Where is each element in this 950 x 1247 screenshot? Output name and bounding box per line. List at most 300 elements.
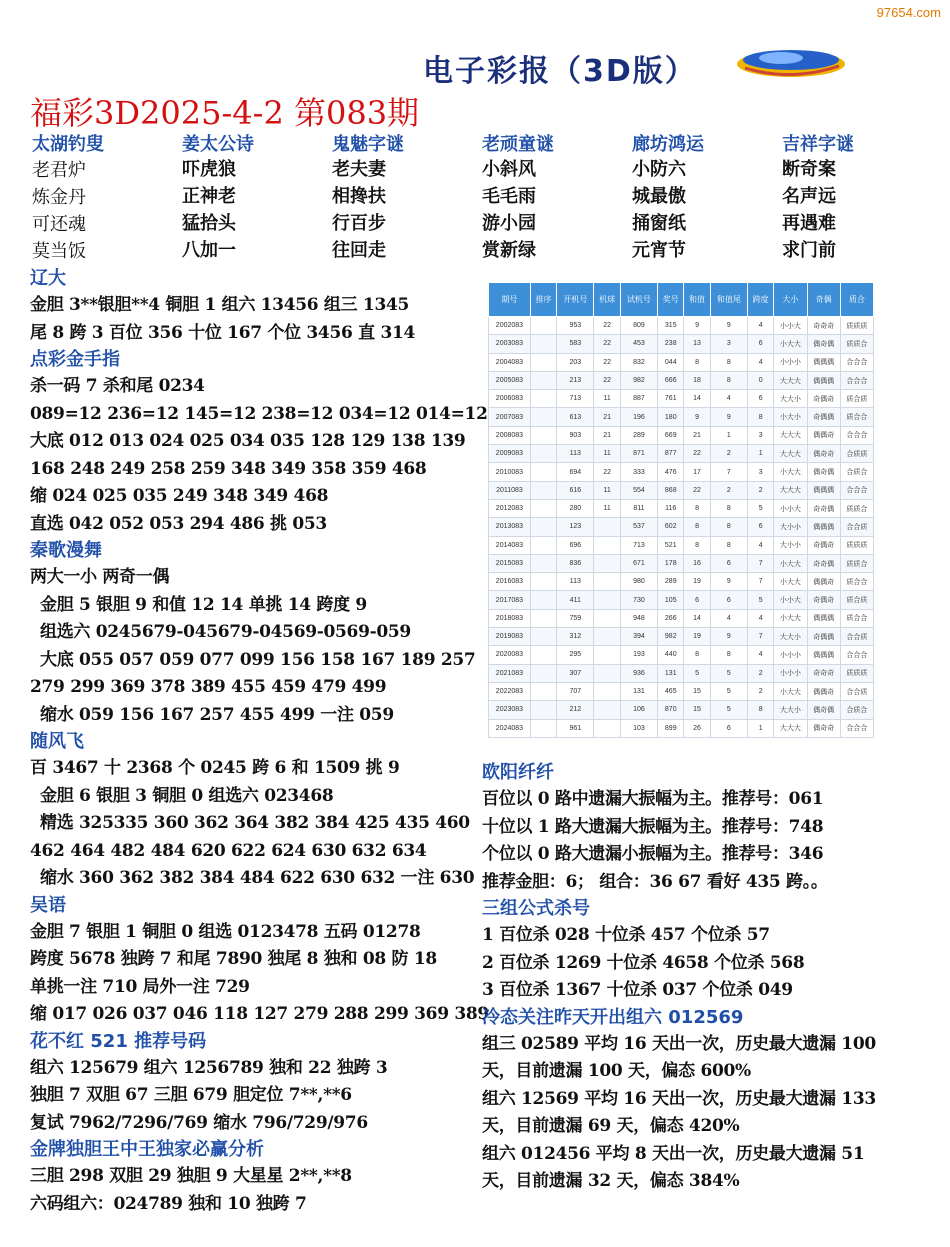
watermark: 97654.com — [874, 4, 944, 21]
table-cell: 偶奇偶 — [807, 701, 840, 719]
table-cell: 554 — [620, 481, 657, 499]
table-cell: 合合质 — [840, 518, 873, 536]
riddle-column — [632, 130, 782, 264]
table-cell: 奇奇奇 — [807, 664, 840, 682]
table-cell: 982 — [620, 371, 657, 389]
table-cell: 4 — [748, 646, 774, 664]
table-cell: 小大大 — [774, 573, 807, 591]
table-cell: 583 — [557, 335, 594, 353]
table-cell: 6 — [710, 554, 747, 572]
riddle-line: 行百步 — [332, 213, 386, 234]
section-title: 辽大 — [30, 268, 66, 289]
riddle-line: 元宵节 — [632, 240, 686, 261]
table-cell: 2 — [710, 445, 747, 463]
table-cell: 106 — [620, 701, 657, 719]
table-cell: 大大小 — [774, 701, 807, 719]
table-cell: 694 — [557, 463, 594, 481]
table-cell: 5 — [710, 664, 747, 682]
table-row — [489, 426, 874, 444]
table-cell: 2007083 — [489, 408, 531, 426]
table-cell: 953 — [557, 317, 594, 335]
table-cell: 8 — [684, 646, 710, 664]
table-cell: 14 — [684, 390, 710, 408]
riddle-line: 可还魂 — [32, 214, 86, 235]
table-cell: 21 — [684, 426, 710, 444]
table-cell: 730 — [620, 591, 657, 609]
table-header: 排序 — [530, 283, 556, 317]
table-cell: 980 — [620, 573, 657, 591]
riddle-line: 游小园 — [482, 213, 536, 234]
riddle-line: 断奇案 — [782, 159, 836, 180]
table-cell: 131 — [620, 682, 657, 700]
table-cell — [594, 646, 620, 664]
section-line: 缩 024 025 035 249 348 349 468 — [30, 486, 329, 506]
table-cell: 奇偶偶 — [807, 628, 840, 646]
table-cell: 4 — [710, 390, 747, 408]
table-cell: 203 — [557, 353, 594, 371]
table-cell: 4 — [748, 536, 774, 554]
table-cell: 偶偶偶 — [807, 371, 840, 389]
section-line: 组三 02589 平均 16 天出一次，历史最大遗漏 100 — [482, 1033, 876, 1054]
table-cell: 113 — [557, 445, 594, 463]
section-line: 复试 7962/7296/769 缩水 796/729/976 — [30, 1112, 368, 1133]
table-cell: 4 — [710, 609, 747, 627]
table-cell: 18 — [684, 371, 710, 389]
table-cell: 合质合 — [840, 701, 873, 719]
table-cell: 11 — [594, 499, 620, 517]
section-title: 点彩金手指 — [30, 349, 120, 370]
table-cell: 合合合 — [840, 371, 873, 389]
table-cell: 832 — [620, 353, 657, 371]
section-line: 金胆 7 银胆 1 铜胆 0 组选 0123478 五码 01278 — [30, 921, 421, 942]
table-cell: 5 — [748, 591, 774, 609]
table-cell: 奇偶奇 — [807, 536, 840, 554]
table-cell: 333 — [620, 463, 657, 481]
table-cell: 2019083 — [489, 628, 531, 646]
table-cell: 868 — [658, 481, 684, 499]
table-cell: 315 — [658, 317, 684, 335]
table-header: 期号 — [489, 283, 531, 317]
table-cell: 合合质 — [840, 628, 873, 646]
table-cell: 偶偶奇 — [807, 682, 840, 700]
table-cell: 26 — [684, 719, 710, 737]
table-row — [489, 353, 874, 371]
table-header: 奇偶 — [807, 283, 840, 317]
section-line: 组选六 0245679-045679-04569-0569-059 — [40, 622, 411, 642]
table-cell: 22 — [684, 445, 710, 463]
section-line: 三胆 298 双胆 29 独胆 9 大星星 2**,**8 — [30, 1166, 352, 1186]
table-cell: 奇奇偶 — [807, 499, 840, 517]
table-cell: 289 — [658, 573, 684, 591]
table-cell: 合质合 — [840, 463, 873, 481]
section-line: 十位以 1 路大遗漏大振幅为主。推荐号：748 — [482, 816, 824, 837]
table-cell — [530, 628, 556, 646]
table-cell — [530, 390, 556, 408]
table-cell: 6 — [684, 591, 710, 609]
riddle-column — [182, 130, 332, 264]
table-cell: 2018083 — [489, 609, 531, 627]
table-cell: 8 — [684, 499, 710, 517]
table-cell: 2002083 — [489, 317, 531, 335]
table-cell: 8 — [684, 353, 710, 371]
table-cell: 4 — [748, 609, 774, 627]
table-cell: 2020083 — [489, 646, 531, 664]
section-line: 缩 017 026 037 046 118 127 279 288 299 369 389 — [30, 1004, 489, 1024]
riddle-line: 名声远 — [782, 186, 836, 207]
table-cell: 小大大 — [774, 463, 807, 481]
table-cell: 982 — [658, 628, 684, 646]
table-header: 和值 — [684, 283, 710, 317]
table-cell: 5 — [748, 499, 774, 517]
table-cell: 大大小 — [774, 390, 807, 408]
table-cell: 7 — [748, 573, 774, 591]
table-row — [489, 573, 874, 591]
riddle-line: 相搀扶 — [332, 186, 386, 207]
table-cell: 266 — [658, 609, 684, 627]
table-cell: 6 — [710, 591, 747, 609]
table-cell: 196 — [620, 408, 657, 426]
table-cell: 小大小 — [774, 408, 807, 426]
section-line: 大底 012 013 024 025 034 035 128 129 138 139 — [30, 431, 466, 451]
right-column — [482, 760, 932, 1196]
table-cell: 19 — [684, 573, 710, 591]
table-cell: 质合合 — [840, 609, 873, 627]
table-cell: 偶偶奇 — [807, 426, 840, 444]
table-cell: 2010083 — [489, 463, 531, 481]
table-cell: 偶奇奇 — [807, 719, 840, 737]
table-cell — [530, 426, 556, 444]
section-line: 组六 012456 平均 8 天出一次，历史最大遗漏 51 — [482, 1143, 865, 1164]
table-header: 奖号 — [658, 283, 684, 317]
table-cell: 289 — [620, 426, 657, 444]
table-cell: 602 — [658, 518, 684, 536]
table-row — [489, 701, 874, 719]
table-cell: 453 — [620, 335, 657, 353]
table-cell: 671 — [620, 554, 657, 572]
table-row — [489, 317, 874, 335]
table-cell: 1 — [710, 426, 747, 444]
table-cell: 质质质 — [840, 536, 873, 554]
table-header: 质合 — [840, 283, 873, 317]
table-cell: 11 — [594, 481, 620, 499]
table-cell: 9 — [684, 408, 710, 426]
table-cell — [530, 554, 556, 572]
table-cell: 小小大 — [774, 317, 807, 335]
table-header: 和值尾 — [710, 283, 747, 317]
table-row — [489, 335, 874, 353]
table-cell: 小大大 — [774, 682, 807, 700]
section-line: 杀一码 7 杀和尾 0234 — [30, 376, 205, 396]
table-cell: 193 — [620, 646, 657, 664]
table-cell: 105 — [658, 591, 684, 609]
table-cell: 21 — [594, 426, 620, 444]
table-cell: 大小小 — [774, 518, 807, 536]
table-cell: 19 — [684, 628, 710, 646]
left-column — [30, 266, 489, 1218]
table-cell: 9 — [710, 628, 747, 646]
table-cell: 小小小 — [774, 646, 807, 664]
table-cell: 9 — [710, 317, 747, 335]
section-line: 百位以 0 路中遗漏大振幅为主。推荐号：061 — [482, 789, 824, 809]
table-cell: 2 — [748, 664, 774, 682]
table-cell: 2005083 — [489, 371, 531, 389]
section-line: 金胆 3**银胆**4 铜胆 1 组六 13456 组三 1345 — [30, 295, 410, 315]
table-cell — [530, 445, 556, 463]
table-cell: 质质质 — [840, 664, 873, 682]
table-cell: 394 — [620, 628, 657, 646]
riddle-title: 姜太公诗 — [182, 134, 254, 155]
table-cell: 899 — [658, 719, 684, 737]
table-cell — [530, 682, 556, 700]
table-cell: 奇偶奇 — [807, 591, 840, 609]
section-line: 缩水 059 156 167 257 455 499 一注 059 — [40, 704, 394, 725]
table-cell — [594, 591, 620, 609]
table-header: 跨度 — [748, 283, 774, 317]
table-cell: 小小大 — [774, 499, 807, 517]
table-row — [489, 609, 874, 627]
table-cell: 9 — [684, 317, 710, 335]
table-cell: 合合质 — [840, 682, 873, 700]
section-line: 个位以 0 路大遗漏小振幅为主。推荐号：346 — [482, 844, 824, 864]
table-cell: 合合合 — [840, 719, 873, 737]
table-cell: 8 — [684, 518, 710, 536]
riddle-line: 小防六 — [632, 159, 686, 180]
table-row — [489, 445, 874, 463]
table-cell: 836 — [557, 554, 594, 572]
table-cell: 936 — [620, 664, 657, 682]
table-cell: 16 — [684, 554, 710, 572]
section-line: 金胆 6 银胆 3 铜胆 0 组选六 023468 — [40, 785, 334, 806]
table-cell: 合质质 — [840, 445, 873, 463]
riddle-line: 再遇难 — [782, 213, 836, 234]
table-cell: 877 — [658, 445, 684, 463]
table-cell: 1 — [748, 445, 774, 463]
riddle-column — [32, 130, 182, 264]
table-cell: 大大大 — [774, 426, 807, 444]
table-cell: 大大大 — [774, 445, 807, 463]
table-cell: 2006083 — [489, 390, 531, 408]
table-cell: 2023083 — [489, 701, 531, 719]
table-cell: 238 — [658, 335, 684, 353]
table-cell: 2022083 — [489, 682, 531, 700]
riddle-line: 赏新绿 — [482, 240, 536, 261]
table-cell: 2015083 — [489, 554, 531, 572]
table-cell: 870 — [658, 701, 684, 719]
section-title: 秦歌漫舞 — [30, 540, 102, 561]
riddle-title: 老顽童谜 — [482, 134, 554, 155]
table-header: 大小 — [774, 283, 807, 317]
riddle-line: 老君炉 — [32, 160, 86, 181]
table-cell — [530, 646, 556, 664]
table-cell: 961 — [557, 719, 594, 737]
section-line: 两大一小 两奇一偶 — [30, 567, 170, 587]
section-line: 精选 325335 360 362 364 382 384 425 435 460 — [40, 813, 470, 833]
newspaper-header: 电子彩报（3D版） — [423, 54, 697, 89]
table-cell: 8 — [710, 353, 747, 371]
table-cell: 15 — [684, 682, 710, 700]
table-cell — [530, 609, 556, 627]
table-cell: 440 — [658, 646, 684, 664]
table-cell — [530, 536, 556, 554]
table-cell: 21 — [594, 408, 620, 426]
table-cell: 奇奇奇 — [807, 317, 840, 335]
section-line: 直选 042 052 053 294 486 挑 053 — [30, 513, 327, 534]
riddle-title: 鬼魅字谜 — [332, 134, 404, 155]
table-cell: 131 — [658, 664, 684, 682]
table-cell: 4 — [748, 353, 774, 371]
table-cell: 22 — [594, 353, 620, 371]
riddle-title: 廊坊鸿运 — [632, 134, 704, 155]
section-line: 组六 125679 组六 1256789 独和 22 独跨 3 — [30, 1057, 388, 1078]
riddle-line: 吓虎狼 — [182, 159, 236, 180]
table-cell: 大大大 — [774, 371, 807, 389]
table-cell: 小小大 — [774, 591, 807, 609]
table-cell — [594, 609, 620, 627]
table-cell: 2021083 — [489, 664, 531, 682]
table-cell: 212 — [557, 701, 594, 719]
riddle-column — [482, 130, 632, 264]
table-cell: 669 — [658, 426, 684, 444]
table-cell: 696 — [557, 536, 594, 554]
riddle-line: 炼金丹 — [32, 187, 86, 208]
table-cell: 偶奇偶 — [807, 335, 840, 353]
table-header: 试机号 — [620, 283, 657, 317]
riddle-line: 八加一 — [182, 240, 236, 261]
table-cell: 22 — [594, 335, 620, 353]
table-cell — [594, 664, 620, 682]
table-cell: 小大大 — [774, 335, 807, 353]
table-cell: 质质合 — [840, 554, 873, 572]
table-cell: 偶偶奇 — [807, 573, 840, 591]
table-cell: 3 — [710, 335, 747, 353]
table-cell: 大大大 — [774, 719, 807, 737]
table-cell: 2017083 — [489, 591, 531, 609]
table-cell: 大小小 — [774, 536, 807, 554]
table-cell: 6 — [748, 390, 774, 408]
table-cell: 613 — [557, 408, 594, 426]
section-line: 百 3467 十 2368 个 0245 跨 6 和 1509 挑 9 — [30, 758, 400, 778]
table-cell: 476 — [658, 463, 684, 481]
table-cell: 小大大 — [774, 554, 807, 572]
table-cell: 合合合 — [840, 353, 873, 371]
table-row — [489, 463, 874, 481]
section-title: 欧阳纤纤 — [482, 762, 554, 783]
table-row — [489, 719, 874, 737]
table-cell: 偶奇偶 — [807, 463, 840, 481]
section-line: 独胆 7 双胆 67 三胆 679 胆定位 7**,**6 — [30, 1085, 352, 1105]
table-cell: 质质质 — [840, 317, 873, 335]
table-cell: 17 — [684, 463, 710, 481]
table-row — [489, 591, 874, 609]
table-cell: 22 — [594, 317, 620, 335]
table-header-row — [489, 283, 874, 317]
table-row — [489, 499, 874, 517]
table-cell: 113 — [557, 573, 594, 591]
table-cell: 707 — [557, 682, 594, 700]
table-cell: 2009083 — [489, 445, 531, 463]
table-cell: 2004083 — [489, 353, 531, 371]
table-cell — [530, 499, 556, 517]
table-cell: 2013083 — [489, 518, 531, 536]
table-cell: 103 — [620, 719, 657, 737]
section-title: 随风飞 — [30, 731, 84, 752]
table-cell: 小小小 — [774, 664, 807, 682]
table-cell: 质合合 — [840, 573, 873, 591]
table-cell: 666 — [658, 371, 684, 389]
table-cell: 903 — [557, 426, 594, 444]
table-cell: 偶偶偶 — [807, 481, 840, 499]
section-line: 天，目前遗漏 32 天，偏态 384% — [482, 1171, 740, 1191]
table-cell — [530, 317, 556, 335]
riddle-column — [332, 130, 482, 264]
table-cell: 22 — [594, 371, 620, 389]
riddle-title: 太湖钓叟 — [32, 134, 104, 155]
riddle-title: 吉祥字谜 — [782, 134, 854, 155]
section-title: 花不红 521 推荐号码 — [30, 1030, 207, 1052]
table-cell: 8 — [710, 536, 747, 554]
table-cell: 713 — [620, 536, 657, 554]
table-cell: 小小小 — [774, 353, 807, 371]
table-cell — [530, 518, 556, 536]
table-cell: 2 — [748, 682, 774, 700]
table-cell: 312 — [557, 628, 594, 646]
table-cell: 11 — [594, 390, 620, 408]
section-line: 3 百位杀 1367 十位杀 037 个位杀 049 — [482, 980, 793, 1000]
table-cell — [594, 628, 620, 646]
table-cell: 213 — [557, 371, 594, 389]
table-cell: 8 — [748, 701, 774, 719]
table-cell: 大大大 — [774, 481, 807, 499]
table-cell: 2011083 — [489, 481, 531, 499]
table-cell: 22 — [594, 463, 620, 481]
section-line: 缩水 360 362 382 384 484 622 630 632 一注 630 — [40, 868, 475, 888]
table-cell: 9 — [710, 408, 747, 426]
section-line: 2 百位杀 1269 十位杀 4658 个位杀 568 — [482, 952, 805, 973]
table-cell: 13 — [684, 335, 710, 353]
table-cell: 偶奇奇 — [807, 445, 840, 463]
table-cell: 偶偶偶 — [807, 646, 840, 664]
section-line: 六码组六：024789 独和 10 独跨 7 — [30, 1193, 307, 1214]
table-cell: 0 — [748, 371, 774, 389]
table-row — [489, 682, 874, 700]
table-row — [489, 628, 874, 646]
table-cell: 6 — [748, 518, 774, 536]
section-line: 168 248 249 258 259 348 349 358 359 468 — [30, 458, 427, 479]
table-cell: 465 — [658, 682, 684, 700]
table-row — [489, 481, 874, 499]
section-line: 跨度 5678 独跨 7 和尾 7890 独尾 8 独和 08 防 18 — [30, 949, 437, 969]
table-cell: 合合合 — [840, 646, 873, 664]
lottery-logo-icon — [735, 38, 847, 82]
table-cell: 14 — [684, 609, 710, 627]
table-cell: 521 — [658, 536, 684, 554]
table-cell — [594, 719, 620, 737]
table-cell: 合合合 — [840, 426, 873, 444]
table-cell: 偶偶偶 — [807, 518, 840, 536]
riddle-line: 小斜风 — [482, 159, 536, 180]
table-cell: 8 — [684, 536, 710, 554]
table-cell: 295 — [557, 646, 594, 664]
section-title: 金牌独胆王中王独家必赢分析 — [30, 1139, 264, 1160]
riddle-column — [782, 130, 932, 264]
table-cell: 8 — [710, 646, 747, 664]
table-cell: 22 — [684, 481, 710, 499]
table-cell — [530, 573, 556, 591]
riddle-line: 正神老 — [182, 186, 236, 207]
table-cell: 大大小 — [774, 628, 807, 646]
table-cell — [530, 701, 556, 719]
table-cell: 2 — [710, 481, 747, 499]
